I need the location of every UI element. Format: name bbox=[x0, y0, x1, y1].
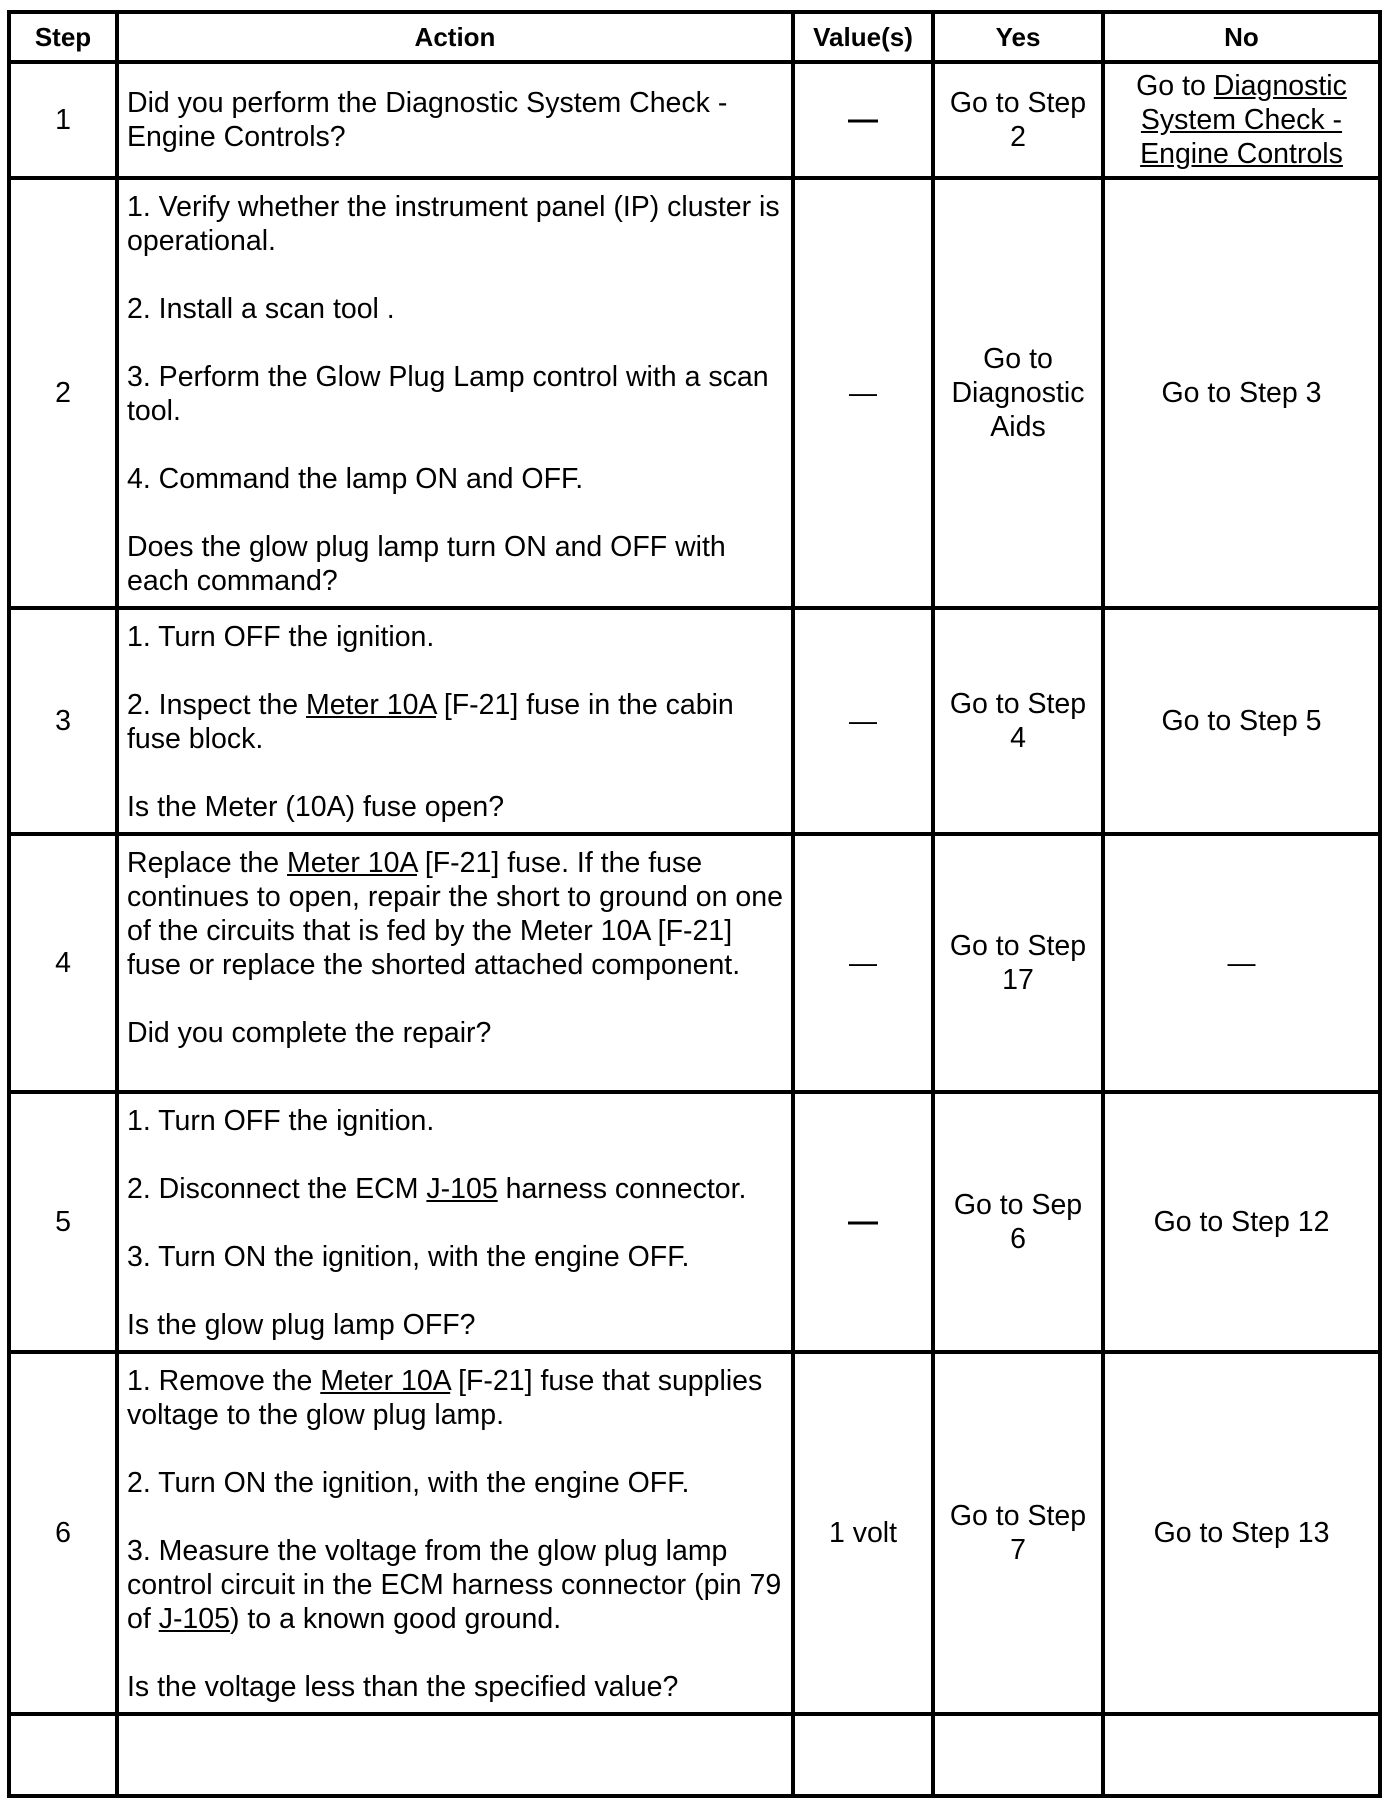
action-question: Is the glow plug lamp OFF? bbox=[127, 1309, 476, 1341]
link-meter-10a[interactable]: Meter 10A bbox=[287, 847, 417, 879]
header-step: Step bbox=[9, 12, 117, 62]
no-cell bbox=[1103, 834, 1380, 1092]
link-meter-10a[interactable]: Meter 10A bbox=[306, 689, 436, 721]
link-diagnostic-system-check[interactable]: Diagnostic System Check - Engine Controls bbox=[1140, 70, 1347, 170]
table-header-row bbox=[9, 12, 1380, 62]
yes-action: Go to Diagnostic Aids bbox=[951, 343, 1085, 443]
empty-cell bbox=[1103, 1714, 1380, 1796]
value-cell: — bbox=[793, 62, 933, 178]
link-meter-10a[interactable]: Meter 10A bbox=[320, 1365, 451, 1397]
action-step-text: 1. Turn OFF the ignition. bbox=[127, 621, 435, 653]
no-cell bbox=[1103, 608, 1380, 834]
header-no: No bbox=[1103, 12, 1380, 62]
action-step-text: 2. Inspect the Meter 10A [F-21] fuse in the cabin fuse block. bbox=[127, 689, 734, 755]
step-number: 2 bbox=[9, 178, 117, 608]
no-cell bbox=[1103, 1092, 1380, 1352]
action-step-text: 3. Perform the Glow Plug Lamp control with a scan tool. bbox=[127, 361, 769, 427]
value-text: 1 volt bbox=[828, 1517, 898, 1549]
no-action: — bbox=[1227, 947, 1256, 978]
action-question: Did you complete the repair? bbox=[127, 1017, 492, 1049]
yes-cell bbox=[933, 1352, 1103, 1714]
action-step-text: 3. Measure the voltage from the glow plug lamp control circuit in the ECM harness connector (pin 79 of J-105) to a known good ground. bbox=[127, 1535, 782, 1635]
action-question: Does the glow plug lamp turn ON and OFF with each command? bbox=[127, 531, 726, 597]
action-cell bbox=[117, 62, 793, 178]
empty-cell bbox=[9, 1714, 117, 1796]
action-cell bbox=[117, 1352, 793, 1714]
action-step-text: 3. Turn ON the ignition, with the engine OFF. bbox=[127, 1241, 690, 1273]
value-cell: — bbox=[793, 834, 933, 1092]
step-number: 5 bbox=[9, 1092, 117, 1352]
no-cell bbox=[1103, 178, 1380, 608]
step-number: 4 bbox=[9, 834, 117, 1092]
no-cell bbox=[1103, 1352, 1380, 1714]
diagnostic-document bbox=[7, 10, 1378, 1798]
table-row bbox=[9, 834, 1380, 1092]
action-question: Is the Meter (10A) fuse open? bbox=[127, 791, 505, 823]
no-action: Go to Step 13 bbox=[1153, 1517, 1330, 1549]
step-number: 6 bbox=[9, 1352, 117, 1714]
action-step-text: Replace the Meter 10A [F-21] fuse. If the fuse continues to open, repair the short to ground on one of the circuits that is fed by the Meter 10A [F-21] fuse or replace the shorted attached component. bbox=[127, 847, 783, 981]
yes-cell bbox=[933, 178, 1103, 608]
link-j-105[interactable]: J-105 bbox=[158, 1603, 230, 1635]
action-step-text: 2. Install a scan tool . bbox=[127, 293, 395, 325]
action-cell bbox=[117, 178, 793, 608]
action-question: Is the voltage less than the specified value? bbox=[127, 1671, 679, 1703]
empty-cell bbox=[933, 1714, 1103, 1796]
yes-action: Go to Step 2 bbox=[949, 87, 1087, 153]
table-row bbox=[9, 1092, 1380, 1352]
no-action: Go to Step 5 bbox=[1161, 705, 1322, 737]
yes-cell bbox=[933, 608, 1103, 834]
yes-cell bbox=[933, 834, 1103, 1092]
yes-action: Go to Step 7 bbox=[949, 1500, 1087, 1566]
action-step-text: 1. Remove the Meter 10A [F-21] fuse that supplies voltage to the glow plug lamp. bbox=[127, 1365, 763, 1431]
table-row bbox=[9, 62, 1380, 178]
header-action: Action bbox=[117, 12, 793, 62]
table-row-empty bbox=[9, 1714, 1380, 1796]
no-cell bbox=[1103, 62, 1380, 178]
link-j-105[interactable]: J-105 bbox=[426, 1173, 498, 1205]
table-row bbox=[9, 178, 1380, 608]
action-step-text: 1. Turn OFF the ignition. bbox=[127, 1105, 435, 1137]
table-row bbox=[9, 608, 1380, 834]
no-prefix: Go to bbox=[1136, 70, 1214, 102]
action-step-text: 4. Command the lamp ON and OFF. bbox=[127, 463, 584, 495]
header-values: Value(s) bbox=[793, 12, 933, 62]
yes-action: Go to Sep 6 bbox=[953, 1189, 1083, 1255]
yes-cell bbox=[933, 62, 1103, 178]
yes-action: Go to Step 17 bbox=[949, 930, 1087, 996]
table-row bbox=[9, 1352, 1380, 1714]
action-cell bbox=[117, 608, 793, 834]
action-step-text: 2. Turn ON the ignition, with the engine OFF. bbox=[127, 1467, 690, 1499]
value-cell: — bbox=[793, 1092, 933, 1352]
diagnostic-table bbox=[7, 10, 1382, 1798]
value-cell: — bbox=[793, 608, 933, 834]
empty-cell bbox=[117, 1714, 793, 1796]
action-step-text: 2. Disconnect the ECM J-105 harness connector. bbox=[127, 1173, 747, 1205]
yes-cell bbox=[933, 1092, 1103, 1352]
no-action: Go to Step 12 bbox=[1153, 1206, 1330, 1238]
no-action: Go to Step 3 bbox=[1161, 377, 1322, 409]
empty-cell bbox=[793, 1714, 933, 1796]
step-number: 3 bbox=[9, 608, 117, 834]
step-number: 1 bbox=[9, 62, 117, 178]
value-cell: — bbox=[793, 178, 933, 608]
action-text: Did you perform the Diagnostic System Check - Engine Controls? bbox=[127, 87, 728, 153]
action-cell bbox=[117, 1092, 793, 1352]
value-cell bbox=[793, 1352, 933, 1714]
action-step-text: 1. Verify whether the instrument panel (IP) cluster is operational. bbox=[127, 191, 780, 257]
action-cell bbox=[117, 834, 793, 1092]
yes-action: Go to Step 4 bbox=[949, 688, 1087, 754]
header-yes: Yes bbox=[933, 12, 1103, 62]
